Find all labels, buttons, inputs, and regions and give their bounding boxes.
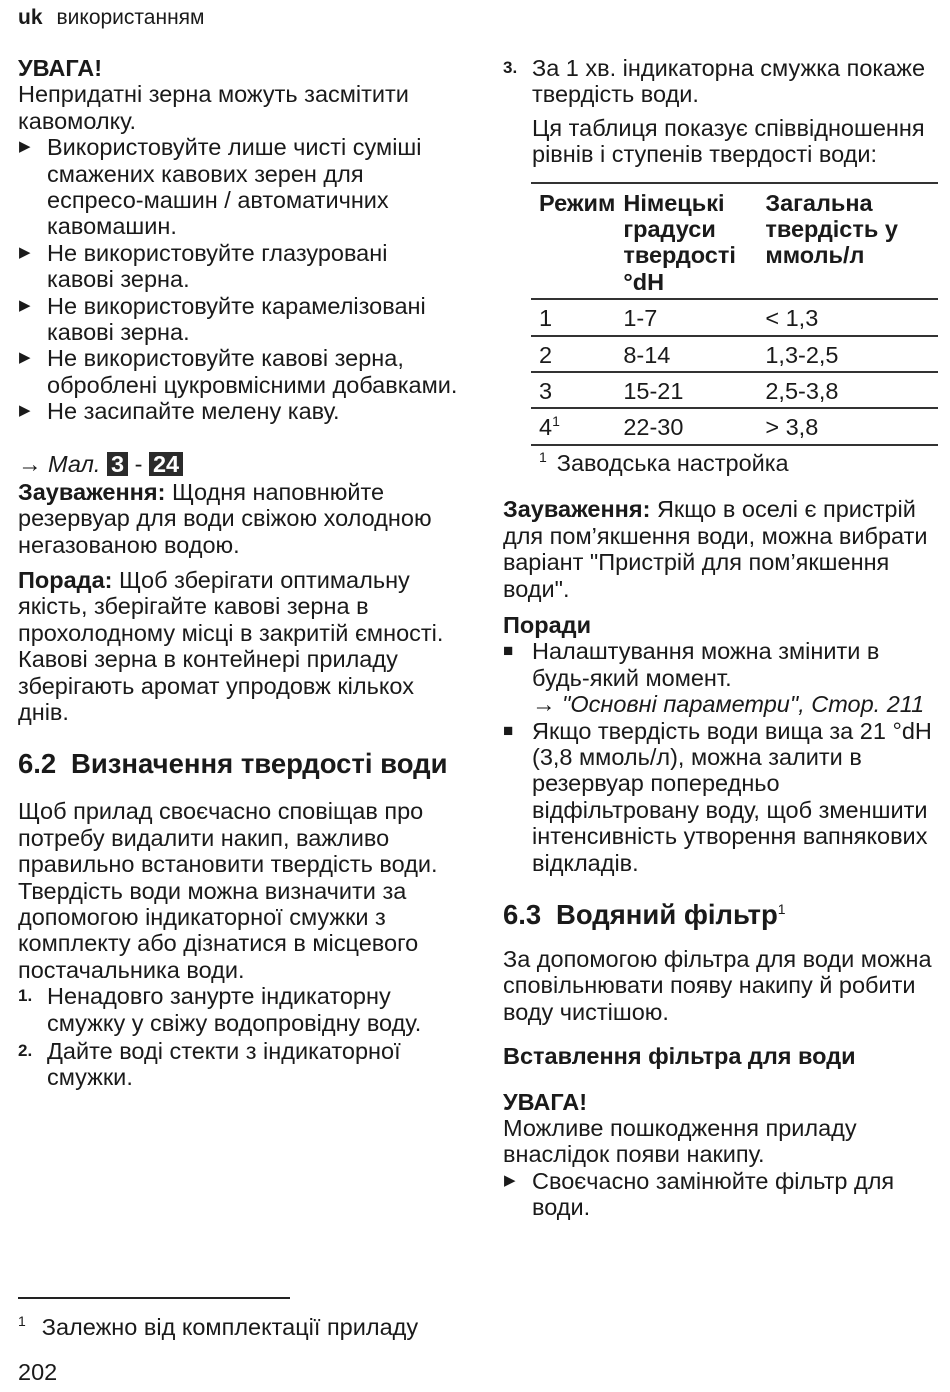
- table-cell: 2: [531, 336, 615, 372]
- table-cell: 8-14: [615, 336, 757, 372]
- column-header: Німецькі градуси твердості °dH: [615, 183, 757, 300]
- section-intro: Щоб прилад своєчасно сповіщав про потребу видалити накип, важливо правильно встановити твердість води. Твердість води можна визначити за допомогою індикаторної смужки з комплекту або дізнатися в місцевого постачальника води.: [18, 798, 438, 983]
- list-item: ■ Якщо твердість води вища за 21 °dH (3,8 ммоль/л), можна залити в резервуар попередньо відфільтровану воду, щоб зменшити інтенсивність утворення вапнякових відкладів.: [503, 717, 932, 876]
- footnote-divider: [18, 1297, 290, 1299]
- step-item: 3. За 1 хв. індикаторна смужка покаже твердість води.: [503, 55, 926, 108]
- table-cell: 2,5-3,8: [757, 372, 938, 408]
- tip-label: Порада:: [18, 566, 113, 593]
- footnote-marker[interactable]: 1: [552, 413, 560, 430]
- step-number: 2.: [18, 1041, 33, 1060]
- warning-text: Непридатні зерна можуть засмітити кавомолку.: [18, 81, 409, 134]
- note-paragraph: Зауваження: Якщо в оселі є пристрій для пом’якшення води, можна вибрати варіант "Пристрій для пом’якшення води".: [503, 496, 928, 602]
- section-title: Визначення твердості води: [71, 748, 448, 780]
- note-paragraph: Зауваження: Щодня наповнюйте резервуар для води свіжою холодною негазованою водою.: [18, 478, 432, 558]
- page-footnote: $^1$ Залежно від комплектації приладу: [18, 1313, 419, 1340]
- list-item: ■ Налаштування можна змінити в будь-який момент.: [503, 638, 880, 691]
- hardness-table: [531, 182, 938, 446]
- column-header: Режим: [531, 183, 615, 300]
- step-number: 1.: [18, 986, 33, 1006]
- table-row: [531, 336, 938, 372]
- warning-bullets: [18, 134, 458, 424]
- table-row: [531, 299, 938, 335]
- square-bullet-icon: ■: [503, 720, 514, 740]
- triangle-bullet-icon: ▶: [19, 349, 31, 367]
- list-item: ▶ Не використовуйте кавові зерна, оброблені цукровмісними добавками.: [19, 345, 458, 398]
- page-number: 202: [18, 1359, 58, 1385]
- column-header: Загальна твердість у ммоль/л: [757, 183, 938, 300]
- table-cell: 3: [531, 372, 615, 408]
- footnote-marker[interactable]: 1: [777, 900, 786, 917]
- figure-number-badge: 24: [149, 452, 183, 476]
- step-item: 2. Дайте воді стекти з індикаторної смужки.: [18, 1038, 401, 1091]
- language-code: uk: [18, 6, 43, 29]
- right-column: [503, 55, 943, 1221]
- table-cell: $4^1$: [531, 408, 615, 444]
- page-reference-link[interactable]: → "Основні параметри", Стор. 211: [532, 691, 925, 718]
- table-cell: 1-7: [615, 299, 757, 335]
- warning-title: УВАГА!: [18, 55, 103, 81]
- table-cell: > 3,8: [757, 408, 938, 444]
- section-heading-6-2: [18, 747, 458, 780]
- tip-paragraph-2: Кавові зерна в контейнері приладу зберігають аромат упродовж кількох днів.: [18, 646, 414, 725]
- footnote-marker: 1: [539, 449, 547, 466]
- table-cell: 1: [531, 299, 615, 335]
- triangle-bullet-icon: ▶: [19, 296, 31, 314]
- note-label: Зауваження:: [18, 478, 166, 505]
- subsection-heading: Вставлення фільтра для води: [503, 1043, 856, 1070]
- warning-text: Можливе пошкодження приладу внаслідок появи накипу.: [503, 1115, 857, 1168]
- section-intro: За допомогою фільтра для води можна сповільнювати появу накипу й робити воду чистішою.: [503, 945, 932, 1025]
- list-item: ▶ Своєчасно замінюйте фільтр для води.: [504, 1167, 895, 1221]
- table-row: [531, 372, 938, 408]
- list-item: ▶ Не використовуйте глазуровані кавові зерна.: [19, 239, 388, 293]
- section-number: 6.3: [503, 898, 542, 930]
- table-cell: < 1,3: [757, 299, 938, 335]
- step-item: 1. Ненадовго занурте індикаторну смужку у свіжу водопровідну воду.: [18, 983, 422, 1036]
- figure-reference[interactable]: → Мал. 3 - 24: [18, 449, 458, 479]
- list-item: ▶ Використовуйте лише чисті суміші смажених кавових зерен для еспресо-машин / автоматичних кавомашин.: [19, 134, 422, 240]
- table-intro: Ця таблиця показує співвідношення рівнів і ступенів твердості води:: [532, 114, 925, 168]
- step-number: 3.: [503, 58, 518, 77]
- section-title: Водяний фільтр: [556, 898, 778, 930]
- footnote-marker: 1: [18, 1313, 26, 1330]
- table-footnote: $^1$ Заводська настройка: [539, 449, 789, 476]
- header-section: використанням: [56, 6, 205, 29]
- triangle-bullet-icon: ▶: [19, 402, 31, 420]
- tip-paragraph: Порада: Щоб зберігати оптимальну якість, зберігайте кавові зерна в прохолодному місці в закритій ємності.: [18, 566, 444, 646]
- table-cell: 22-30: [615, 408, 757, 444]
- note-label: Зауваження:: [503, 496, 651, 523]
- list-item: ▶ Не засипайте мелену каву.: [19, 398, 340, 425]
- left-column: [18, 55, 458, 1091]
- triangle-bullet-icon: ▶: [19, 243, 31, 261]
- figure-number-badge: 3: [107, 452, 128, 476]
- section-number: 6.2: [18, 748, 57, 780]
- table-header-row: [531, 183, 938, 300]
- triangle-bullet-icon: ▶: [504, 1171, 516, 1189]
- section-heading-6-3: [503, 898, 943, 931]
- table-cell: 15-21: [615, 372, 757, 408]
- square-bullet-icon: ■: [503, 641, 514, 661]
- table-cell: 1,3-2,5: [757, 336, 938, 372]
- tips-heading: Поради: [503, 611, 592, 638]
- triangle-bullet-icon: ▶: [19, 138, 31, 156]
- warning-title: УВАГА!: [503, 1088, 588, 1115]
- page-header: [18, 6, 204, 30]
- list-item: ▶ Не використовуйте карамелізовані кавові зерна.: [19, 292, 426, 346]
- table-row: [531, 408, 938, 444]
